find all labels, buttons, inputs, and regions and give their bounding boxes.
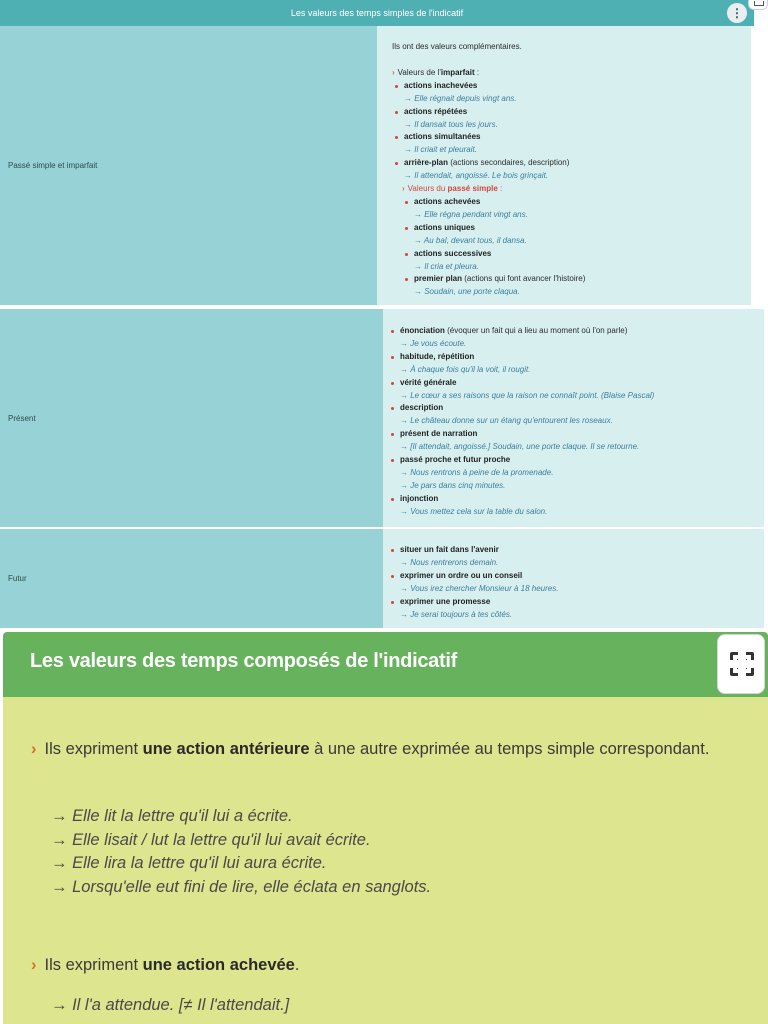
example-text: → Vous mettez cela sur la table du salon. xyxy=(400,506,548,516)
list-item: arrière-plan (actions secondaires, description) xyxy=(392,157,751,170)
passe-simple-heading: › Valeurs du passé simple : xyxy=(402,184,503,194)
example-text: → Elle lit la lettre qu'il lui a écrite. xyxy=(51,807,293,825)
window-corner-icon[interactable] xyxy=(748,0,768,10)
list-item: habitude, répétition xyxy=(388,351,764,364)
imparfait-heading: › Valeurs de l'imparfait : xyxy=(392,67,480,77)
example-text: → À chaque fois qu'il la voit, il rougit. xyxy=(400,364,531,374)
example-text: → [Il attendait, angoissé.] Soudain, une porte claque. Il se retourne. xyxy=(400,442,640,452)
row-label: Passé simple et imparfait xyxy=(0,26,377,305)
list-item: exprimer une promesse xyxy=(388,596,764,609)
panel-body xyxy=(3,697,768,1024)
rule-paragraph: › Ils expriment une action antérieure à une autre exprimée au temps simple correspondant. xyxy=(31,740,710,758)
example-text: → Le cœur a ses raisons que la raison ne connaît point. (Blaise Pascal) xyxy=(400,390,655,400)
chevron-right-icon: › xyxy=(402,184,405,194)
example-text: → Il cria et pleura. xyxy=(414,261,479,271)
example-text: → Il l'a attendue. [≠ Il l'attendait.] xyxy=(51,996,290,1014)
example-text: → Vous irez chercher Monsieur à 18 heures. xyxy=(400,583,559,593)
examples-list xyxy=(51,805,431,899)
chevron-right-icon: › xyxy=(31,740,37,758)
list-item: injonction xyxy=(388,493,764,506)
example-text: → Elle régnait depuis vingt ans. xyxy=(404,93,517,103)
panel-title: Les valeurs des temps composés de l'indicatif xyxy=(30,650,457,672)
simple-tenses-table-title: Les valeurs des temps simples de l'indicatif xyxy=(0,0,754,26)
example-text: → Il dansait tous les jours. xyxy=(404,119,498,129)
example-text: → Lorsqu'elle eut fini de lire, elle éclata en sanglots. xyxy=(51,877,432,896)
chevron-right-icon: › xyxy=(31,956,37,974)
list-item: exprimer un ordre ou un conseil xyxy=(388,570,764,583)
example-text: → Je vous écoute. xyxy=(400,338,467,348)
list-item: présent de narration xyxy=(388,428,764,441)
list-item: actions inachevées xyxy=(392,80,751,93)
example-text: → Soudain, une porte claqua. xyxy=(414,287,520,297)
example-text: → Elle lira la lettre qu'il lui aura écrite. xyxy=(51,854,327,873)
list-item: passé proche et futur proche xyxy=(388,454,764,467)
example-text: → Je pars dans cinq minutes. xyxy=(400,480,506,490)
example-text: → Au bal, devant tous, il dansa. xyxy=(414,235,527,245)
list-item: vérité générale xyxy=(388,377,764,390)
kebab-menu-icon[interactable]: ⋮ xyxy=(727,3,747,23)
table-row xyxy=(0,26,768,305)
row-label: Futur xyxy=(0,529,383,628)
intro-text: Ils ont des valeurs complémentaires. xyxy=(392,42,522,51)
list-item: actions successives xyxy=(392,248,751,261)
example-text: → Nous rentrons à peine de la promenade. xyxy=(400,467,554,477)
example-text: → Je serai toujours à tes côtés. xyxy=(400,609,513,619)
compound-tenses-panel xyxy=(0,630,768,1024)
row-content xyxy=(377,26,751,305)
list-item: situer un fait dans l'avenir xyxy=(388,544,764,557)
chevron-right-icon: › xyxy=(392,67,395,77)
row-label: Présent xyxy=(0,309,383,527)
table-row xyxy=(0,529,768,628)
rule-paragraph: › Ils expriment une action achevée. xyxy=(31,956,300,974)
example-text: → Elle lisait / lut la lettre qu'il lui avait écrite. xyxy=(51,830,371,849)
list-item: description xyxy=(388,402,764,415)
example-text: → Nous rentrerons demain. xyxy=(400,557,499,567)
passe-simple-section xyxy=(392,183,751,299)
example-text: → Il criait et pleurait. xyxy=(404,145,477,155)
list-item: actions répétées xyxy=(392,106,751,119)
example-text: → Le château donne sur un étang qu'entourent les roseaux. xyxy=(400,416,613,426)
example-text: → Il attendait, angoissé. Le bois grinçait. xyxy=(404,171,549,181)
list-item: premier plan (actions qui font avancer l'histoire) xyxy=(392,273,751,286)
example-text: → Elle régna pendant vingt ans. xyxy=(414,209,528,219)
list-item: actions simultanées xyxy=(392,131,751,144)
list-item: actions achevées xyxy=(392,196,751,209)
panel-header xyxy=(3,632,768,697)
row-content xyxy=(383,529,764,628)
list-item: actions uniques xyxy=(392,222,751,235)
row-content xyxy=(383,309,764,527)
list-item: énonciation (évoquer un fait qui a lieu au moment où l'on parle) xyxy=(388,325,764,338)
fullscreen-icon[interactable] xyxy=(717,634,765,694)
table-row xyxy=(0,309,768,527)
